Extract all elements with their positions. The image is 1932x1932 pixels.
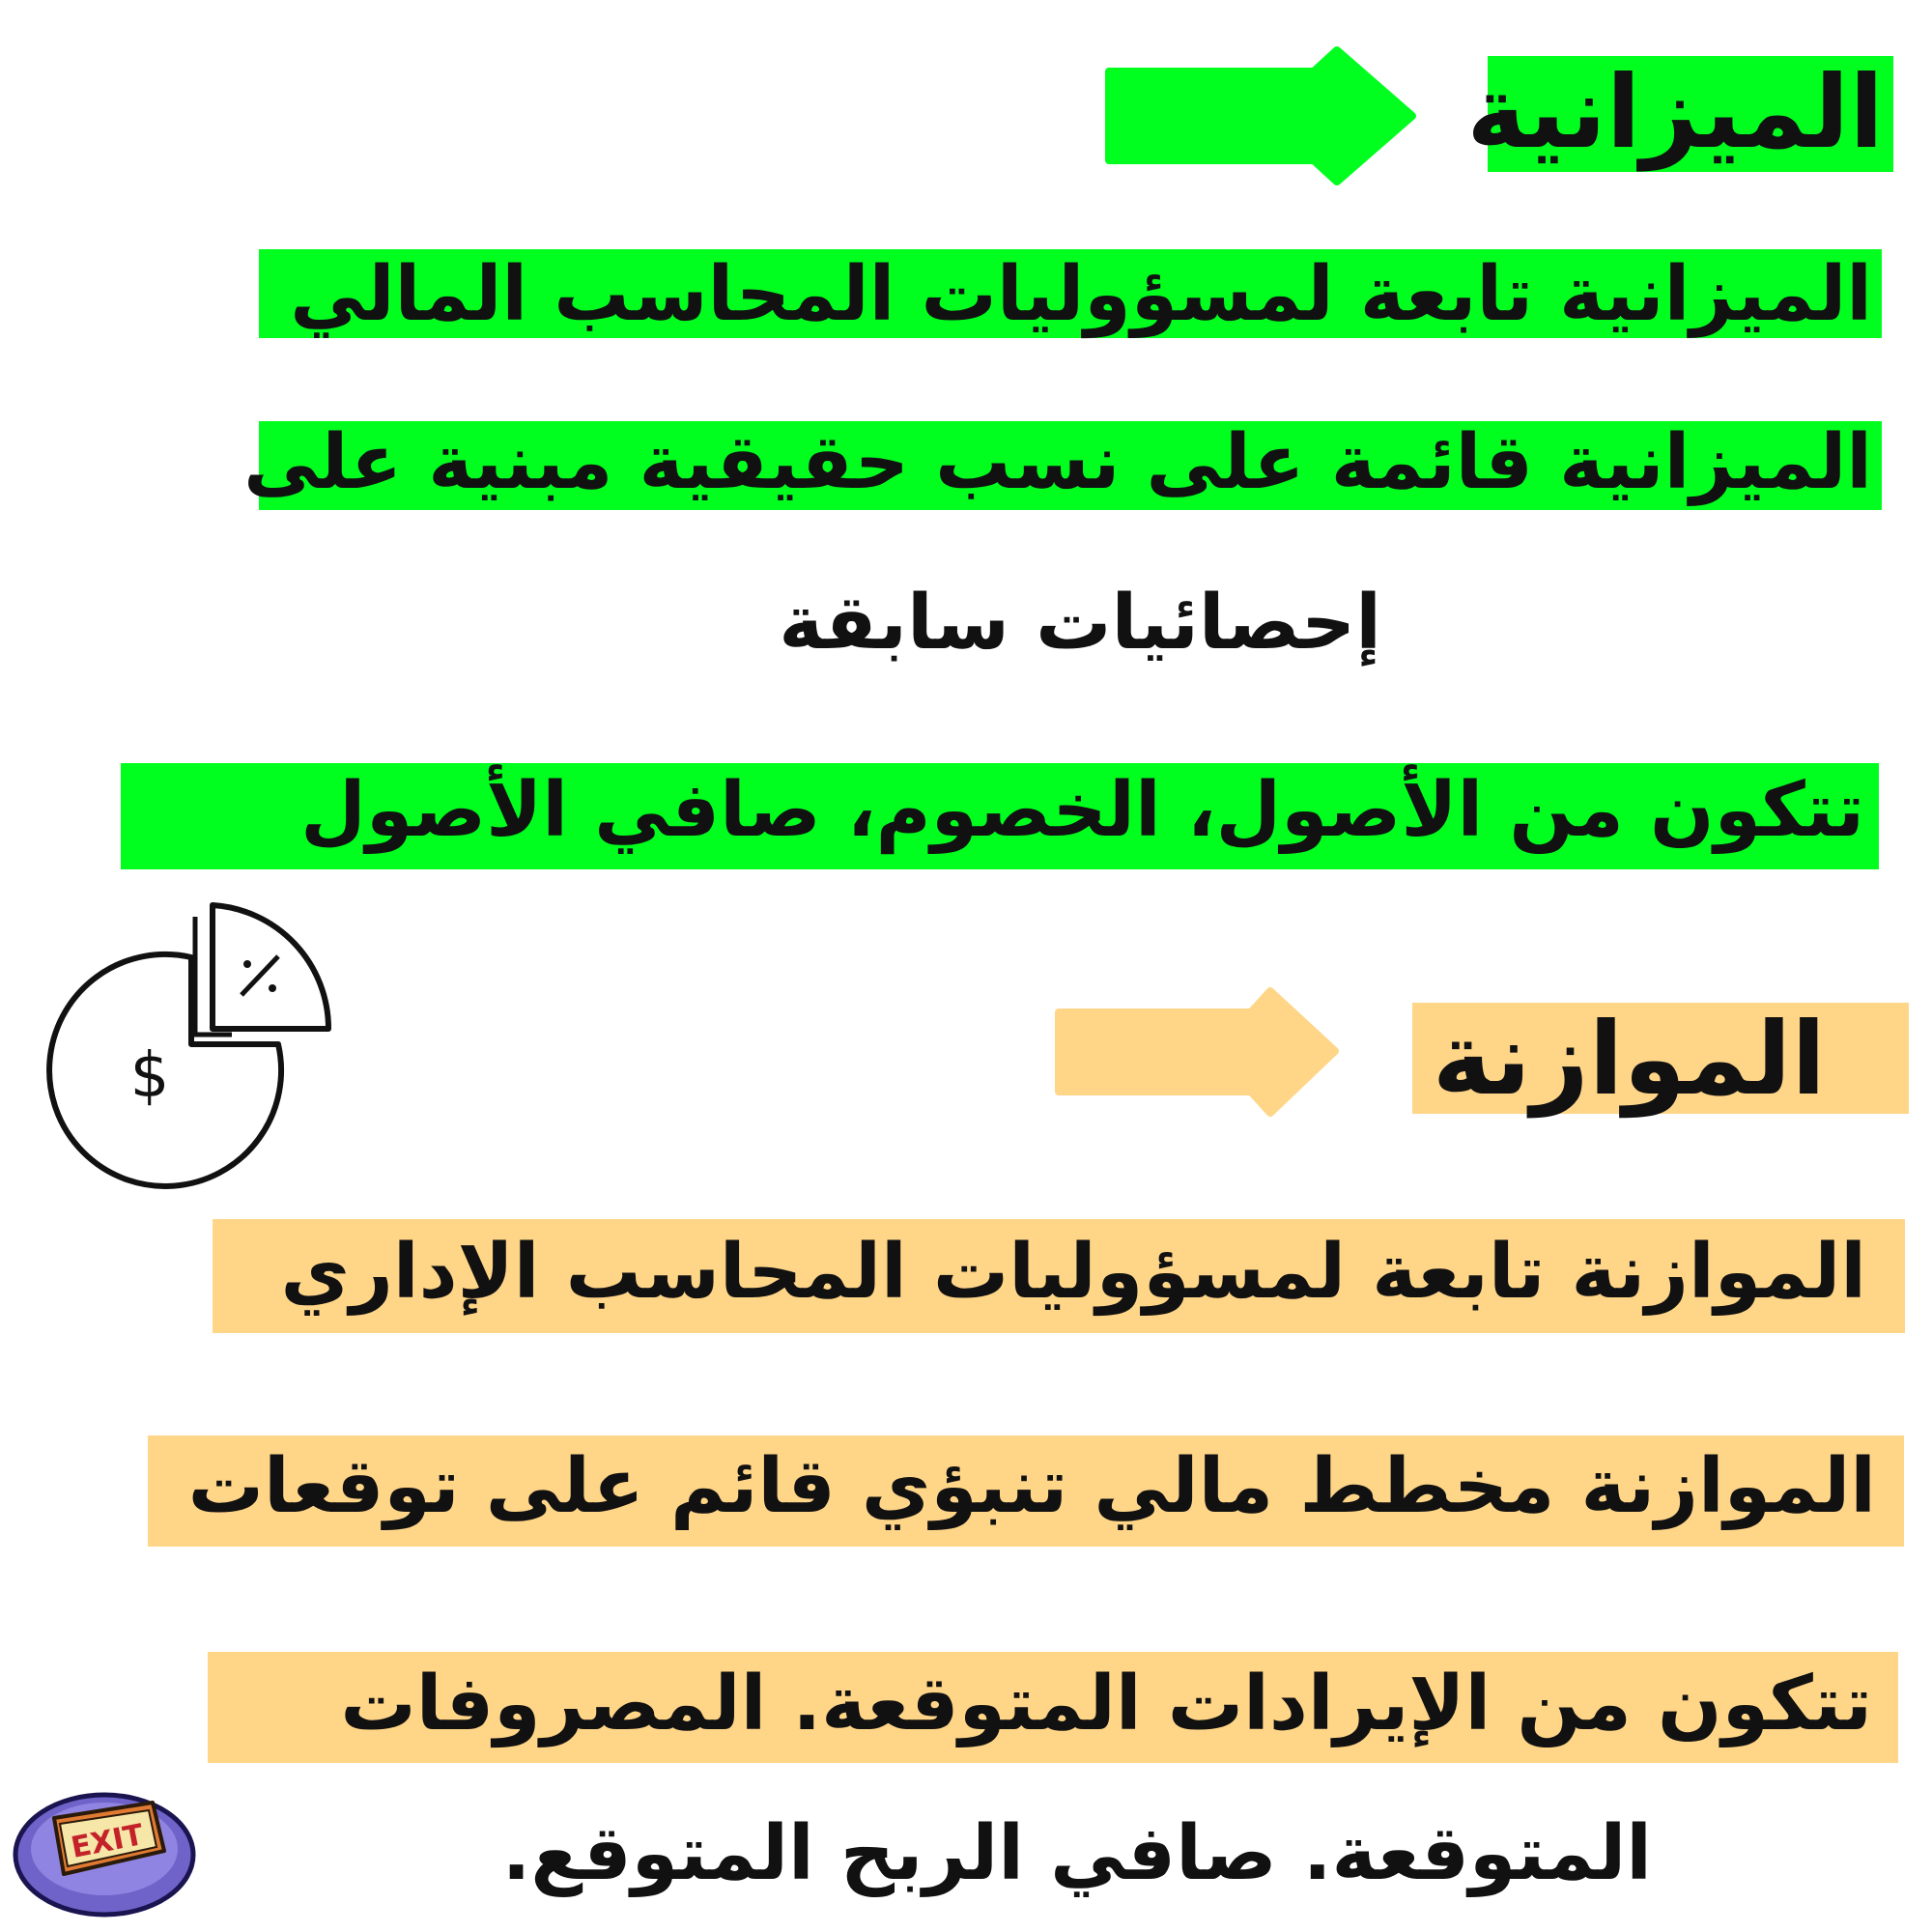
plan-line-2: الموازنة مخطط مالي تنبؤي قائم على توقعات — [187, 1443, 1876, 1530]
budget-line-4: تتكون من الأصول، الخصوم، صافي الأصول — [300, 767, 1864, 854]
section-title-budget: الميزانية — [1466, 53, 1884, 171]
arrow-right-icon — [1101, 48, 1420, 184]
budget-line-1: الميزانية تابعة لمسؤوليات المحاسب المالي — [290, 251, 1872, 338]
plan-line-1: الموازنة تابعة لمسؤوليات المحاسب الإداري — [280, 1229, 1866, 1316]
pie-chart-dollar-percent-icon — [58, 903, 348, 1183]
svg-text:$: $ — [129, 1040, 170, 1112]
exit-sign-label: EXIT — [68, 1818, 147, 1865]
section-title-plan: الموازنة — [1432, 1000, 1826, 1118]
budget-line-2: الميزانية قائمة على نسب حقيقية مبنية على — [243, 419, 1872, 506]
budget-line-3: إحصائيات سابقة — [779, 580, 1381, 667]
plan-line-4: المتوقعة. صافي الربح المتوقع. — [501, 1810, 1652, 1897]
arrow-right-icon — [1053, 987, 1343, 1118]
exit-sign-icon — [8, 1779, 201, 1924]
plan-line-3: تتكون من الإيرادات المتوقعة. المصروفات — [340, 1661, 1872, 1747]
